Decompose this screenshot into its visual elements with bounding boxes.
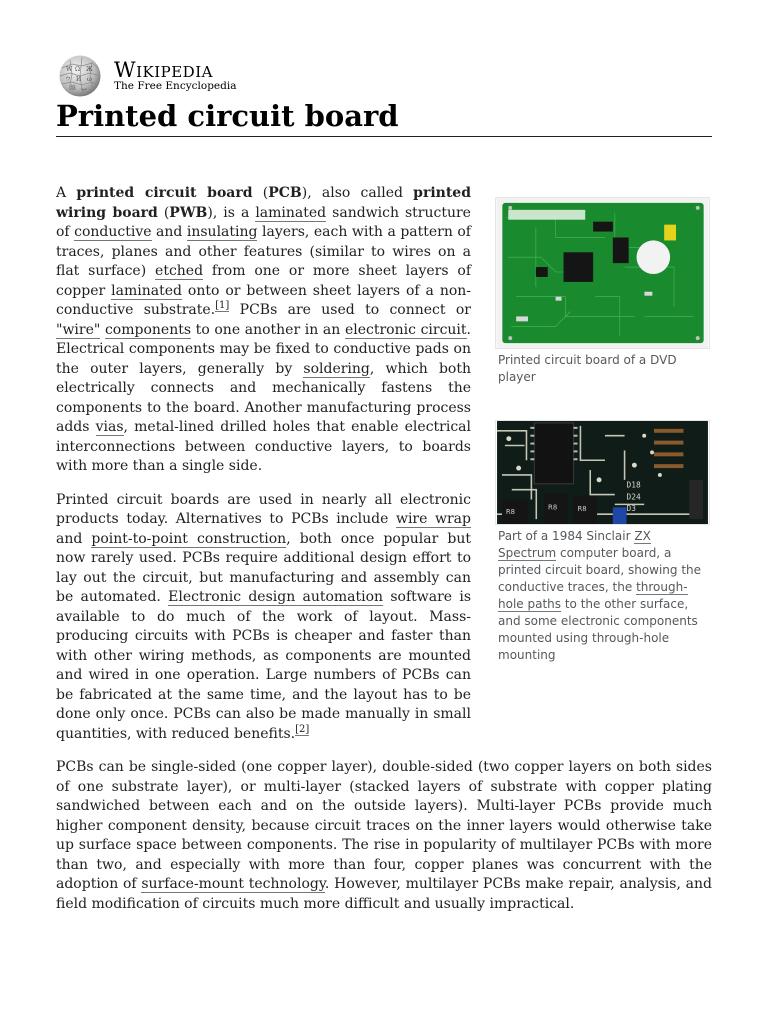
link-electronic-circuit[interactable]: electronic circuit xyxy=(344,321,467,338)
zx-spectrum-board-image[interactable] xyxy=(495,420,710,525)
svg-text:ウ: ウ xyxy=(65,76,72,83)
text: and xyxy=(151,224,187,240)
reference-1[interactable]: [1] xyxy=(215,300,230,312)
bold-term: PWB xyxy=(169,204,208,221)
link-soldering[interactable]: soldering xyxy=(303,360,370,377)
text: Printed circuit boards are used in nearly all electronic products today. Alternatives to PCBs include xyxy=(56,491,471,527)
link-vias[interactable]: vias xyxy=(95,419,124,435)
text: ), also called xyxy=(301,185,414,201)
link-etched[interactable]: etched xyxy=(155,263,204,279)
text: onto or between sheet layers of a non-conductive substrate. xyxy=(56,282,472,318)
link-wire-wrap[interactable]: wire wrap xyxy=(395,511,471,527)
chip-label: R8 xyxy=(505,508,516,517)
link-insulating[interactable]: insulating xyxy=(186,224,258,240)
svg-text:D3: D3 xyxy=(626,504,636,514)
figure-zx-spectrum xyxy=(495,420,710,664)
wordmark[interactable] xyxy=(114,57,237,93)
bold-term: printed circuit board xyxy=(76,185,253,201)
bold-term: PCB xyxy=(268,185,302,201)
wikipedia-globe-logo-icon[interactable] xyxy=(56,54,104,98)
wordmark-tagline: The Free Encyclopedia xyxy=(114,79,237,92)
svg-text:D18: D18 xyxy=(626,480,641,490)
text: to one another in an xyxy=(191,321,345,338)
figure-dvd-pcb xyxy=(495,197,710,386)
svg-text:D24: D24 xyxy=(626,492,641,502)
link-through-hole-paths[interactable]: through-hole paths xyxy=(498,580,688,611)
text: , metal-lined drilled holes that enable electrical interconnections between conductive layers, to boards with more than a single side. xyxy=(56,419,471,474)
chip-label: R8 xyxy=(577,505,587,514)
svg-text:Ω: Ω xyxy=(75,66,80,73)
text: software is available to do much of the work of layout. Mass-producing circuits with PCBs is cheaper and faster than with other wiring methods, as components are mounted and wired in one operation. Large numbers of PCBs can be fabricated at the same time, and the layout has to be done only once. PCBs can also be made manually in small quantities, with reduced benefits. xyxy=(56,589,471,742)
svg-text:ب: ب xyxy=(81,85,87,92)
link-laminated[interactable]: laminated xyxy=(255,204,327,221)
link-components[interactable]: components xyxy=(104,321,192,338)
chip-label: R8 xyxy=(548,503,558,512)
site-header xyxy=(56,54,236,98)
paragraph-2 xyxy=(56,491,471,745)
text: , which both electrically connects and mechanically fastens the components to the board. Another manufacturing process adds xyxy=(56,360,472,435)
text: and xyxy=(56,530,92,547)
bold-term: printed wiring board xyxy=(56,185,471,221)
wordmark-title: Wikipedia xyxy=(114,57,213,82)
text: . However, multilayer PCBs make repair, analysis, and field modification of circuits much more difficult and usually impractical. xyxy=(56,876,712,912)
paragraph-3 xyxy=(56,758,712,914)
text: PCBs can be single-sided (one copper layer), double-sided (two copper layers on both sides of one substrate layer), or multi-layer (stacked layers of substrate with copper plating sandwiched between each and on the outside layers). Multi-layer PCBs provide much higher component density, because circuit traces on the inner layers would otherwise take up surface space between components. The rise in popularity of multilayer PCBs with more than two, and especially with more than four, copper planes was concurrent with the adoption of xyxy=(56,759,712,892)
figure-caption xyxy=(495,525,710,664)
paragraph-1 xyxy=(56,184,471,477)
text: PCBs are used to connect or xyxy=(229,302,471,318)
svg-text:維: 維 xyxy=(70,85,77,92)
link-conductive[interactable]: conductive xyxy=(74,224,152,240)
link-electronic-design-automation[interactable]: Electronic design automation xyxy=(168,589,384,605)
dvd-pcb-image[interactable] xyxy=(495,197,710,349)
text: Part of a 1984 Sinclair xyxy=(498,529,635,543)
text: ( xyxy=(252,185,269,201)
link-surface-mount-technology[interactable]: surface-mount technology xyxy=(141,876,325,892)
text: from one or more sheet layers of copper xyxy=(56,263,471,299)
text: A xyxy=(56,185,77,201)
text: computer board, a printed circuit board, showing the conductive traces, the xyxy=(498,546,702,594)
svg-text:W: W xyxy=(66,66,73,73)
svg-text:ω: ω xyxy=(87,76,92,83)
link-laminated-2[interactable]: laminated xyxy=(111,282,182,299)
svg-text:И: И xyxy=(76,76,82,83)
link-zx-spectrum[interactable]: ZX Spectrum xyxy=(498,529,651,560)
link-point-to-point-construction[interactable]: point-to-point construction xyxy=(91,530,287,547)
text: to the other surface, and some electronic components mounted using through-hole mounting xyxy=(498,597,698,662)
text: sandwich structure of xyxy=(56,204,471,240)
text: layers, each with a pattern of traces, planes and other features (similar to wires on a flat surface) xyxy=(56,224,471,279)
text: . Electrical components may be fixed to conductive pads on the outer layers, generally by xyxy=(56,321,471,377)
reference-2[interactable]: [2] xyxy=(295,723,310,735)
link-wire[interactable]: "wire" xyxy=(56,321,101,338)
text: ( xyxy=(157,204,170,221)
figure-caption: Printed circuit board of a DVD player xyxy=(498,353,677,384)
page-title: Printed circuit board xyxy=(56,98,712,137)
text: ), is a xyxy=(207,204,256,221)
svg-text:Ж: Ж xyxy=(86,66,93,73)
text: , both once popular but now rarely used. PCBs require additional design effort to lay out the circuit, but manufacturing and assembly can be automated. xyxy=(56,530,471,605)
